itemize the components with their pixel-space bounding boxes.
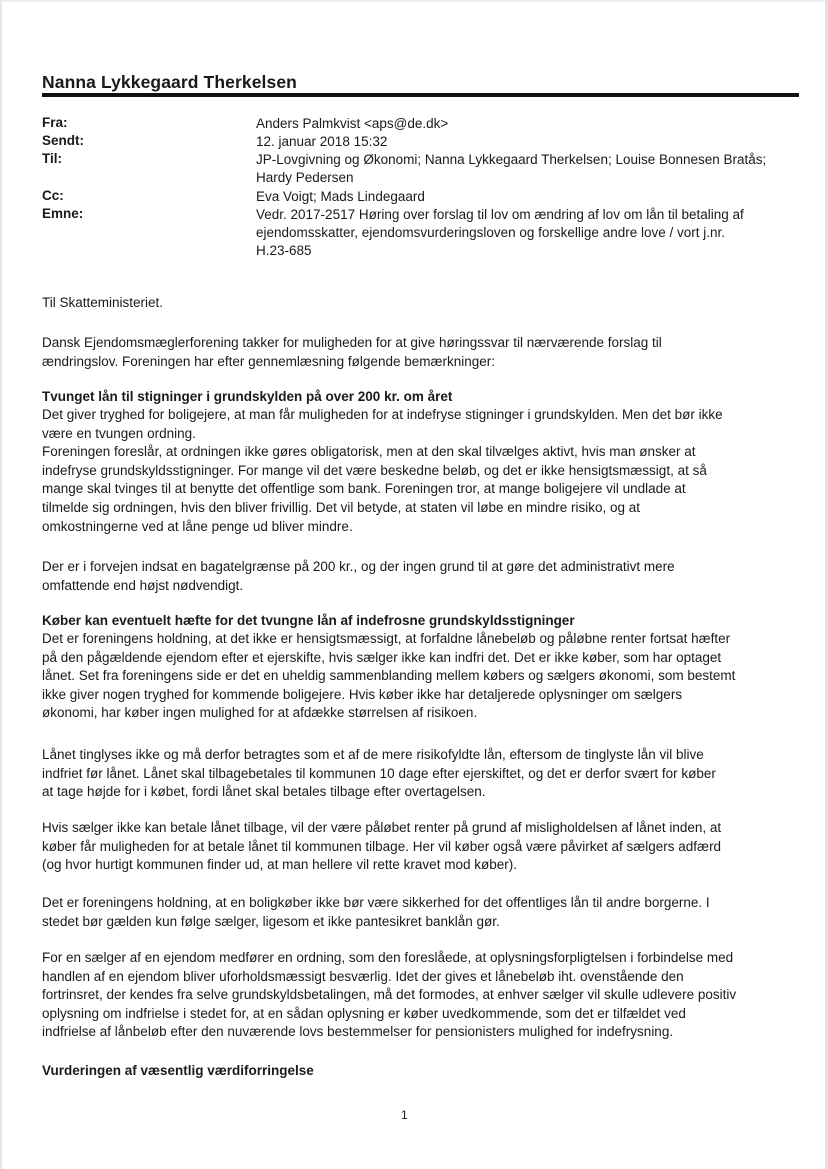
section-heading: Køber kan eventuelt hæfte for det tvungne lån af indefrosne grundskyldsstigninger — [42, 613, 575, 628]
subject-line: Vedr. 2017-2517 Høring over forslag til lov om ændring af lov om lån til betaling af — [256, 207, 744, 222]
text-line: Det giver tryghed for boligejere, at man får muligheden for at indefryse stigninger i grundskylden. Men det bør ikke — [42, 407, 723, 422]
text-line: lånet. Set fra foreningens side er det en uheldig sammenblanding mellem købers og sælgers økonomi, som bestemt — [42, 668, 736, 684]
subject-label: Emne: — [42, 206, 84, 221]
header-divider — [42, 93, 799, 97]
page-edge — [0, 0, 828, 2]
text-line: Dansk Ejendomsmæglerforening takker for muligheden for at give høringssvar til nærværende forslag til — [42, 335, 662, 350]
text-line: være en tvungen ordning. — [42, 425, 196, 441]
subject-line: ejendomsskatter, ejendomsvurderingsloven og forskellige andre love / vort j.nr. — [256, 225, 725, 240]
subject-line: H.23-685 — [256, 243, 312, 258]
from-label: Fra: — [42, 115, 68, 130]
text-line: fortrinsret, der kendes fra selve grundskyldsbetalingen, må det formodes, at enhver sælger vil skulle udlevere positiv — [42, 987, 737, 1003]
to-value — [256, 151, 806, 187]
text-line: tilmelde sig ordningen, hvis den bliver frivillig. Det vil betyde, at staten vil løbe en mindre risiko, og at — [42, 499, 641, 515]
text-line: indefryse grundskyldsstigninger. For mange vil det være beskedne beløb, og det er ikke hensigtsmæssigt, at så — [42, 462, 707, 478]
section-heading: Tvunget lån til stigninger i grundskylden på over 200 kr. om året — [42, 389, 453, 404]
section1-paragraph — [42, 558, 807, 595]
sender-name: Nanna Lykkegaard Therkelsen — [42, 72, 297, 92]
text-line: ændringslov. Foreningen har efter gennemlæsning følgende bemærkninger: — [42, 353, 496, 369]
text-line: handlen af en ejendom bliver uforholdsmæssigt besværlig. Idet der gives et lånebeløb iht. ovenstående den — [42, 968, 684, 984]
text-line: omfattende end højst nødvendigt. — [42, 577, 244, 593]
page-number: 1 — [401, 1108, 408, 1122]
from-value: Anders Palmkvist <aps@de.dk> — [256, 116, 449, 131]
text-line: at tage højde for i købet, fordi lånet skal betales tilbage efter overtagelsen. — [42, 784, 486, 800]
cc-label: Cc: — [42, 188, 64, 203]
text-line: på den pågældende ejendom efter et ejerskifte, hvis sælger ikke kan indfri det. Det er ikke køber, som har optaget — [42, 649, 722, 665]
text-line: Lånet tinglyses ikke og må derfor betragtes som et af de mere risikofyldte lån, eftersom de tinglyste lån vil blive — [42, 747, 704, 762]
text-line: indfrielse af lånbeløb efter den nuværende lovs bestemmelser for pensionisters mulighed for indefrysning. — [42, 1024, 674, 1040]
text-line: Det er foreningens holdning, at en boligkøber ikke bør være sikkerhed for det offentliges lån til andre borgerne. I — [42, 895, 710, 910]
section2-paragraph — [42, 949, 807, 1042]
text-line: mange skal tvinges til at benytte det offentlige som bank. Foreningen tror, at mange boligejere vil undlade at — [42, 481, 686, 497]
text-line: Der er i forvejen indsat en bagatelgrænse på 200 kr., og der ingen grund til at gøre det administrativt mere — [42, 559, 675, 574]
page-edge — [0, 0, 2, 1169]
text-line: Foreningen foreslår, at ordningen ikke gøres obligatorisk, men at den skal tilvælges aktivt, hvis man ønsker at — [42, 444, 696, 460]
section2-paragraph — [42, 819, 807, 875]
text-line: køber får muligheden for at betale lånet til kommunen tilbage. Her vil køber også være påvirket af sælgers adfærd — [42, 838, 722, 854]
text-line: ikke giver nogen tryghed for kommende boligejere. Hvis køber ikke har detaljerede oplysninger om sælgers — [42, 686, 683, 702]
to-line: Hardy Pedersen — [256, 170, 354, 185]
text-line: indfriet før lånet. Lånet skal tilbagebetales til kommunen 10 dage efter ejerskiftet, og det er derfor svært for køber — [42, 765, 716, 781]
section-heading: Vurderingen af væsentlig værdiforringelse — [42, 1063, 314, 1078]
text-line: stedet bør gælden kun følge sælger, ligesom et ikke pantesikret banklån gør. — [42, 913, 500, 929]
sent-value: 12. januar 2018 15:32 — [256, 134, 388, 149]
text-line: Det er foreningens holdning, at det ikke er hensigtsmæssigt, at forfaldne lånebeløb og påløbne renter fortsat hæfter — [42, 631, 731, 646]
subject-value — [256, 206, 806, 260]
section1-paragraph — [42, 406, 807, 536]
text-line: oplysning om indfrielse i stedet for, at en sådan oplysning er køber uvedkommende, som det er tilfældet ved — [42, 1005, 686, 1021]
text-line: For en sælger af en ejendom medfører en ordning, som den foreslåede, at oplysningsforpligtelsen i forbindelse med — [42, 950, 734, 965]
sent-label: Sendt: — [42, 133, 84, 148]
to-line: JP-Lovgivning og Økonomi; Nanna Lykkegaard Therkelsen; Louise Bonnesen Bratås; — [256, 152, 767, 167]
text-line: Hvis sælger ikke kan betale lånet tilbage, vil der være påløbet renter på grund af misligholdelsen af lånet inden, at — [42, 820, 722, 835]
greeting: Til Skatteministeriet. — [42, 295, 164, 310]
intro-paragraph — [42, 334, 807, 371]
section2-paragraph — [42, 630, 807, 723]
text-line: omkostningerne ved at låne penge ud bliver mindre. — [42, 518, 353, 534]
cc-value: Eva Voigt; Mads Lindegaard — [256, 189, 425, 204]
text-line: (og hvor hurtigt kommunen finder ud, at man hellere vil rette kravet mod køber). — [42, 857, 517, 873]
section2-paragraph — [42, 746, 807, 802]
to-label: Til: — [42, 151, 62, 166]
section2-paragraph — [42, 894, 807, 931]
text-line: økonomi, har køber ingen mulighed for at afdække størrelsen af risikoen. — [42, 705, 478, 721]
